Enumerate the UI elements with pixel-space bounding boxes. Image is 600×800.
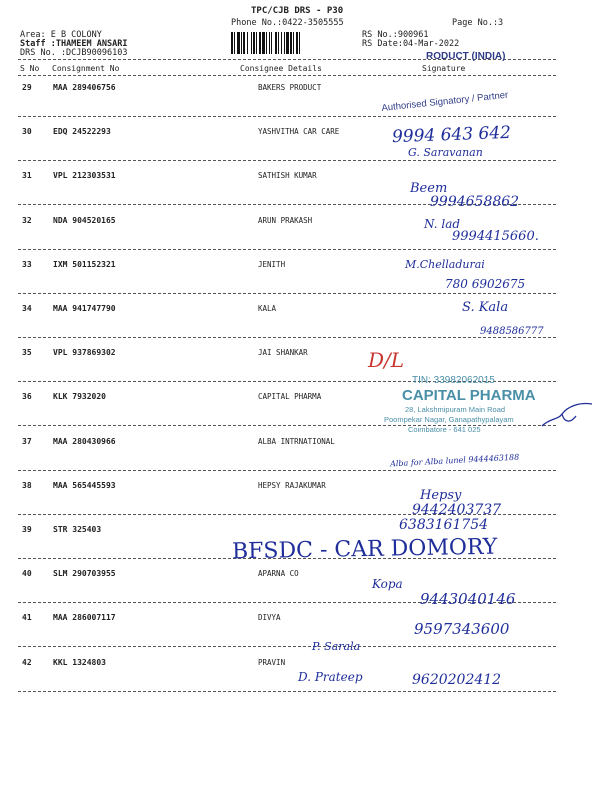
signature-phone-38a: 9442403737 [412, 502, 502, 518]
tin-stamp: TIN: 33982062015 [412, 375, 495, 386]
consignment-number: SLM 290703955 [53, 569, 116, 578]
consignee-name: JENITH [258, 260, 286, 269]
consignment-number: MAA 286007117 [53, 613, 116, 622]
row-serial-number: 40 [22, 569, 32, 578]
staff-name: THAMEEM ANSARI [55, 39, 128, 49]
consignment-number: KKL 1324803 [53, 658, 106, 667]
row-serial-number: 31 [22, 171, 32, 180]
consignee-name: APARNA CO [258, 569, 299, 578]
drs-number: DRS No. :DCJB90096103 [20, 48, 128, 58]
capital-pharma-stamp: CAPITAL PHARMA [402, 387, 536, 404]
consignment-number: IXM 501152321 [53, 260, 116, 269]
row-serial-number: 37 [22, 437, 32, 446]
signature-phone-41: 9597343600 [414, 620, 510, 638]
row-serial-number: 38 [22, 481, 32, 490]
consignee-name: JAI SHANKAR [258, 348, 308, 357]
barcode [230, 32, 335, 54]
row-serial-number: 33 [22, 260, 32, 269]
consignee-name: DIVYA [258, 613, 281, 622]
consignee-name: YASHVITHA CAR CARE [258, 127, 340, 136]
area-label: Area: E B COLONY [20, 30, 102, 40]
signature-name-38: Hepsy [420, 488, 462, 503]
row-divider [18, 470, 556, 471]
consignee-name: ALBA INTRNATIONAL [258, 437, 335, 446]
row-serial-number: 35 [22, 348, 32, 357]
signature-note-37: Alba for Alba lunel 9444463188 [389, 452, 520, 469]
column-header-divider [18, 75, 556, 76]
signature-name-30: G. Saravanan [408, 146, 483, 159]
row-divider [18, 646, 556, 647]
row-divider [18, 293, 556, 294]
signature-name-34: S. Kala [462, 300, 509, 315]
signature-text-39: BFSDC - CAR DOMORY [231, 534, 498, 565]
col-header-sno: S No [20, 64, 40, 73]
consignee-name: HEPSY RAJAKUMAR [258, 481, 326, 490]
row-serial-number: 32 [22, 216, 32, 225]
bakers-stamp-top: RODUCT (INDIA) [426, 51, 506, 62]
col-header-signature: Signature [422, 64, 466, 73]
row-divider [18, 691, 556, 692]
stamp-address-line1: 28, Lakshmipuram Main Road [405, 405, 506, 414]
bakers-stamp-signatory: Authorised Signatory / Partner [381, 89, 509, 114]
consignee-name: CAPITAL PHARMA [258, 392, 322, 401]
consignee-name: BAKERS PRODUCT [258, 83, 322, 92]
staff-label: Staff : [20, 39, 56, 49]
signature-phone-38b: 6383161754 [399, 517, 489, 533]
stamp-address-line3: Coimbatore - 641 025 [408, 425, 481, 434]
consignment-number: VPL 212303531 [53, 171, 116, 180]
rs-number: RS No.:900961 [362, 30, 429, 40]
consignee-name: KALA [258, 304, 277, 313]
signature-name-42a: P. Sarala [312, 640, 361, 653]
rs-date: RS Date:04-Mar-2022 [362, 39, 460, 49]
consignee-name: PRAVIN [258, 658, 286, 667]
consignment-number: MAA 565445593 [53, 481, 116, 490]
consignment-number: VPL 937869302 [53, 348, 116, 357]
row-divider [18, 160, 556, 161]
signature-scribble-36 [540, 398, 596, 430]
row-serial-number: 34 [22, 304, 32, 313]
consignment-number: EDQ 24522293 [53, 127, 111, 136]
signature-phone-32: 9994415660. [452, 229, 539, 244]
signature-name-40: Kopa [372, 577, 403, 591]
col-header-consignment: Consignment No [52, 64, 120, 73]
signature-phone-31: 9994658862 [430, 194, 520, 210]
row-serial-number: 29 [22, 83, 32, 92]
consignee-name: ARUN PRAKASH [258, 216, 313, 225]
signature-phone-34: 9488586777 [480, 326, 544, 337]
row-serial-number: 39 [22, 525, 32, 534]
signature-name-33: M.Chelladurai [405, 258, 485, 271]
consignment-number: KLK 7932020 [53, 392, 106, 401]
row-serial-number: 41 [22, 613, 32, 622]
signature-phone-33: 780 6902675 [445, 277, 526, 291]
signature-phone-40: 9443040146 [420, 590, 516, 608]
consignment-number: NDA 904520165 [53, 216, 116, 225]
signature-phone-42: 9620202412 [412, 672, 502, 688]
page-number: Page No.:3 [452, 18, 504, 28]
col-header-consignee: Consignee Details [240, 64, 322, 73]
signature-phone-30: 9994 643 642 [391, 122, 512, 148]
signature-name-42b: D. Prateep [298, 670, 363, 684]
signature-name-31: Beem [410, 181, 448, 196]
signature-mark-35: D/L [368, 348, 405, 372]
stamp-address-line2: Poompekar Nagar, Ganapathypalayam [384, 415, 514, 424]
row-serial-number: 36 [22, 392, 32, 401]
document-title: TPC/CJB DRS - P30 [251, 6, 344, 16]
phone-number: Phone No.:0422-3505555 [231, 18, 344, 28]
consignment-number: MAA 941747790 [53, 304, 116, 313]
row-divider [18, 249, 556, 250]
consignment-number: STR 325403 [53, 525, 102, 534]
row-serial-number: 42 [22, 658, 32, 667]
consignment-number: MAA 280430966 [53, 437, 116, 446]
row-serial-number: 30 [22, 127, 32, 136]
consignee-name: SATHISH KUMAR [258, 171, 317, 180]
row-divider [18, 337, 556, 338]
row-divider [18, 116, 556, 117]
consignment-number: MAA 289406756 [53, 83, 116, 92]
signature-name-32: N. lad [424, 217, 461, 231]
